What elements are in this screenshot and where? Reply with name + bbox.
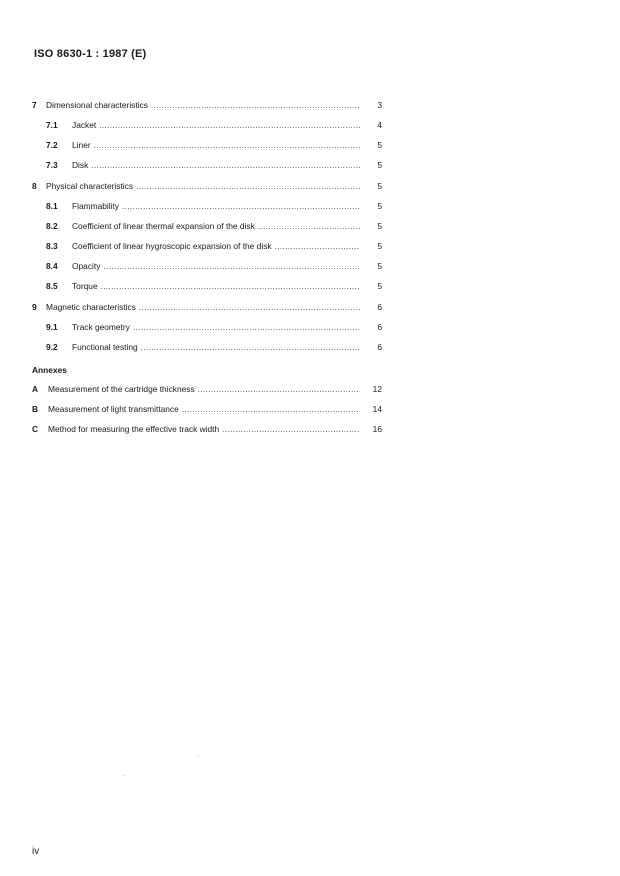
toc-entry-page: 5: [377, 261, 382, 271]
annex-title: Method for measuring the effective track width: [48, 424, 220, 434]
dot-leader: [139, 303, 360, 312]
dot-leader: [133, 323, 360, 332]
dot-leader: [141, 343, 360, 352]
toc-entry-number: 7.1: [46, 120, 58, 130]
document-header: ISO 8630-1 : 1987 (E): [34, 48, 147, 60]
scan-speck: [198, 756, 199, 757]
annex-entry-b: [32, 404, 382, 418]
toc-entry-number: 8.5: [46, 281, 58, 291]
toc-entry-title: Physical characteristics: [46, 181, 134, 191]
page-number: iv: [32, 846, 40, 857]
toc-entry-title: Torque: [72, 281, 98, 291]
toc-entry-number: 8.4: [46, 261, 58, 271]
toc-entry-7: [32, 100, 382, 114]
toc-entry-9: [32, 302, 382, 316]
toc-entry-7-1: [32, 120, 382, 134]
toc-entry-8-4: [32, 261, 382, 275]
dot-leader: [275, 242, 360, 251]
annex-letter: B: [32, 404, 39, 414]
annex-letter: A: [32, 384, 39, 394]
toc-entry-8-2: [32, 221, 382, 235]
toc-entry-number: 8.1: [46, 201, 58, 211]
toc-entry-page: 5: [377, 140, 382, 150]
toc-entry-8-1: [32, 201, 382, 215]
toc-entry-title: Flammability: [72, 201, 119, 211]
toc-entry-number: 7: [32, 100, 37, 110]
toc-entry-8-5: [32, 281, 382, 295]
toc-entry-7-3: [32, 160, 382, 174]
toc-entry-page: 5: [377, 221, 382, 231]
toc-entry-title: Coefficient of linear thermal expansion of the disk: [72, 221, 255, 231]
toc-entry-title: Magnetic characteristics: [46, 302, 136, 312]
toc-entry-page: 5: [377, 241, 382, 251]
toc-entry-title: Functional testing: [72, 342, 138, 352]
toc-entry-page: 6: [377, 302, 382, 312]
toc-entry-title: Coefficient of linear hygroscopic expansion of the disk: [72, 241, 272, 251]
toc-entry-title: Dimensional characteristics: [46, 100, 148, 110]
toc-entry-page: 5: [377, 181, 382, 191]
toc-entry-page: 5: [377, 281, 382, 291]
toc-entry-number: 8.2: [46, 221, 58, 231]
dot-leader: [122, 202, 360, 211]
toc-entry-title: Opacity: [72, 261, 101, 271]
toc-entry-number: 7.2: [46, 140, 58, 150]
scan-speck: [123, 775, 124, 776]
toc-entry-title: Disk: [72, 160, 89, 170]
toc-entry-number: 7.3: [46, 160, 58, 170]
dot-leader: [94, 141, 360, 150]
toc-entry-7-2: [32, 140, 382, 154]
dot-leader: [222, 425, 360, 434]
dot-leader: [136, 182, 360, 191]
toc-entry-9-1: [32, 322, 382, 336]
dot-leader: [101, 282, 360, 291]
dot-leader: [151, 101, 360, 110]
toc-entry-number: 9.2: [46, 342, 58, 352]
dot-leader: [182, 405, 360, 414]
toc-entry-9-2: [32, 342, 382, 356]
annex-entry-a: [32, 384, 382, 398]
annex-title: Measurement of the cartridge thickness: [48, 384, 195, 394]
toc-entry-page: 6: [377, 322, 382, 332]
toc-entry-number: 8.3: [46, 241, 58, 251]
dot-leader: [258, 222, 360, 231]
dot-leader: [99, 121, 360, 130]
toc-entry-page: 5: [377, 201, 382, 211]
toc-entry-number: 9.1: [46, 322, 58, 332]
annex-letter: C: [32, 424, 39, 434]
toc-entry-page: 5: [377, 160, 382, 170]
toc-entry-page: 3: [377, 100, 382, 110]
annex-page: 16: [372, 424, 382, 434]
dot-leader: [91, 161, 360, 170]
annexes-heading: Annexes: [32, 365, 67, 375]
toc-entry-title: Track geometry: [72, 322, 130, 332]
annex-title: Measurement of light transmittance: [48, 404, 179, 414]
toc-entry-page: 4: [377, 120, 382, 130]
dot-leader: [103, 262, 360, 271]
toc-entry-8-3: [32, 241, 382, 255]
toc-entry-title: Jacket: [72, 120, 97, 130]
toc-entry-number: 9: [32, 302, 37, 312]
toc-entry-8: [32, 181, 382, 195]
toc-entry-number: 8: [32, 181, 37, 191]
annex-entry-c: [32, 424, 382, 438]
toc-entry-page: 6: [377, 342, 382, 352]
toc-entry-title: Liner: [72, 140, 91, 150]
dot-leader: [198, 385, 360, 394]
annex-page: 12: [372, 384, 382, 394]
annex-page: 14: [372, 404, 382, 414]
